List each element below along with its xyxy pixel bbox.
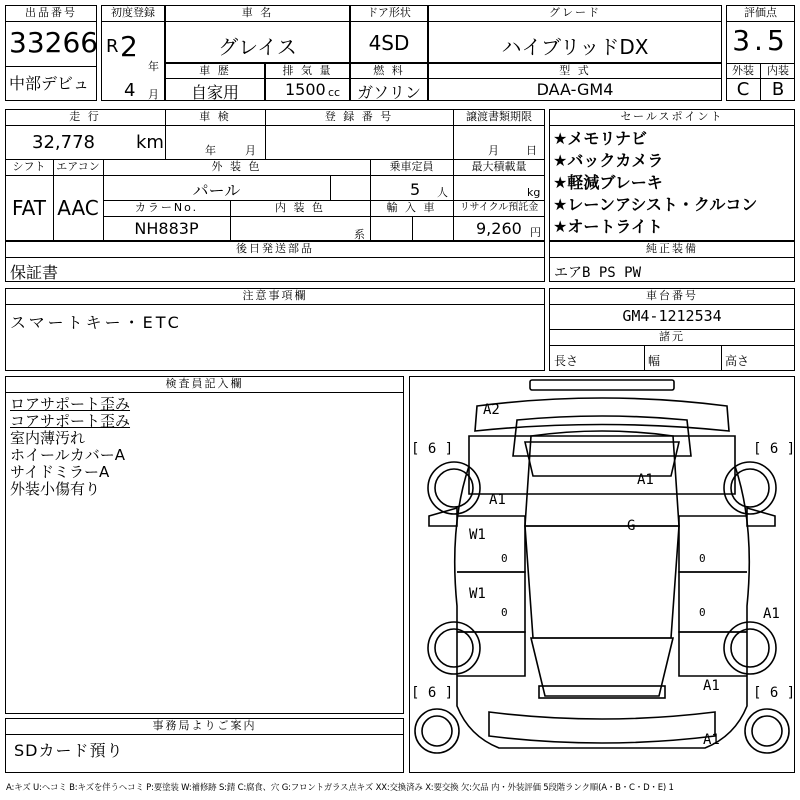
spec-label: 諸元	[659, 330, 685, 343]
score-value: 3.5	[732, 24, 789, 57]
history-value: 自家用	[190, 83, 239, 102]
exterior-label: 外装	[732, 64, 754, 77]
chassis-value: GM4-1212534	[622, 307, 722, 325]
era: R	[106, 36, 119, 57]
aircon-label: エアコン	[56, 160, 100, 173]
width-label: 幅	[648, 354, 661, 368]
max-load-unit: kg	[527, 186, 541, 199]
inspector-item: コアサポート歪み	[10, 412, 131, 430]
recycle-unit: 円	[530, 226, 541, 239]
inspection-label: 車 検	[199, 110, 231, 123]
later-parts-label: 後日発送部品	[236, 242, 314, 255]
tread-rear-left: [ 6 ]	[411, 685, 454, 701]
damage-mark: 0	[699, 552, 706, 565]
inspector-item: ホイールカバーA	[10, 446, 125, 464]
int-color-label: 内 装 色	[275, 201, 325, 214]
damage-mark: 0	[501, 606, 508, 619]
tread-rear-right: [ 6 ]	[753, 685, 795, 701]
capacity-value: 5	[410, 180, 421, 199]
damage-mark: 0	[699, 606, 706, 619]
color-no-value: NH883P	[134, 219, 199, 238]
damage-mark: W1	[469, 527, 486, 543]
damage-mark: A1	[489, 492, 506, 508]
inspector-item: サイドミラーA	[10, 463, 110, 481]
recycle-value: 9,260	[476, 219, 522, 238]
score-label: 評価点	[744, 6, 777, 19]
ext-color-label: 外 装 色	[211, 160, 262, 173]
fuel-value: ガソリン	[356, 83, 421, 102]
mileage-label: 走 行	[69, 110, 101, 123]
interior-label: 内装	[767, 64, 789, 77]
recycle-label: リサイクル預託金	[459, 202, 539, 213]
damage-mark: G	[627, 518, 636, 534]
mileage-value: 32,778	[32, 132, 95, 153]
damage-mark: A1	[703, 732, 720, 748]
tread-front-right: [ 6 ]	[753, 441, 795, 457]
aircon-value: AAC	[57, 196, 99, 220]
sales-point-item: ★軽減ブレーキ	[553, 173, 663, 192]
model-value: DAA-GM4	[536, 80, 614, 99]
displacement-value: 1500	[285, 80, 326, 99]
damage-mark: A1	[637, 472, 654, 488]
inspector-item: 室内薄汚れ	[10, 429, 86, 447]
car-diagram-svg	[409, 376, 795, 773]
displacement-unit: cc	[328, 86, 341, 99]
import-label: 輸 入 車	[386, 201, 437, 214]
inspector-item: 外装小傷有り	[10, 480, 101, 498]
shift-value: FAT	[11, 196, 46, 220]
int-color-unit: 系	[354, 228, 365, 241]
tread-front-left: [ 6 ]	[411, 441, 454, 457]
length-label: 長さ	[554, 354, 579, 368]
car-name-label: 車 名	[241, 6, 274, 19]
debut-label: 中部デビュ	[9, 74, 90, 93]
inspector-list	[10, 396, 130, 498]
damage-mark: 0	[501, 552, 508, 565]
fuel-label: 燃 料	[373, 64, 405, 77]
height-label: 高さ	[725, 354, 750, 368]
sales-point-item: ★バックカメラ	[553, 151, 664, 170]
office-value: SDカード預り	[14, 741, 124, 760]
shift-label: シフト	[12, 160, 46, 173]
interior-value: B	[771, 79, 785, 100]
sales-points-label: セールスポイント	[620, 110, 724, 123]
transfer-month-unit: 月	[488, 144, 499, 157]
history-label: 車 歴	[199, 64, 231, 77]
lot-number: 33266	[9, 26, 99, 59]
inspector-label: 検査員記入欄	[165, 377, 244, 390]
reg-number-label: 登 録 番 号	[324, 110, 394, 123]
office-label: 事務局よりご案内	[152, 719, 257, 732]
inspection-month-unit: 月	[245, 144, 256, 157]
first-reg-label: 初度登録	[111, 6, 155, 19]
grade-label: グレード	[549, 6, 601, 19]
inspection-year-unit: 年	[205, 144, 216, 157]
transfer-label: 譲渡書類期限	[466, 110, 532, 123]
capacity-label: 乗車定員	[389, 160, 434, 173]
genuine-equipment-label: 純正装備	[646, 242, 698, 255]
damage-mark: A1	[763, 606, 780, 622]
sales-point-item: ★メモリナビ	[553, 129, 648, 148]
notes-label: 注意事項欄	[242, 289, 308, 302]
chassis-label: 車台番号	[646, 289, 698, 302]
inspector-item: ロアサポート歪み	[10, 395, 131, 413]
capacity-unit: 人	[437, 186, 448, 199]
later-parts-value: 保証書	[10, 263, 59, 282]
legend-text: A:キズ U:ヘコミ B:キズを伴うヘコミ P:要塗装 W:補修跡 S:錆 C:腐食、穴 G:フロントガラス点キズ XX:交換済み X:要交換 欠:欠品 内・外装評価 5段階ランク順(A・B・C・D・E) 1	[6, 783, 674, 793]
notes-value: スマートキー・ETC	[10, 313, 182, 332]
door-value: 4SD	[368, 31, 410, 55]
exterior-value: C	[736, 79, 750, 100]
displacement-label: 排 気 量	[282, 64, 333, 77]
month-unit: 月	[148, 88, 159, 101]
year-value: 2	[120, 30, 138, 63]
color-no-label: カラーNo.	[134, 201, 199, 214]
damage-mark: A2	[483, 402, 500, 418]
month-value: 4	[124, 80, 136, 101]
damage-mark: W1	[469, 586, 486, 602]
model-label: 型 式	[559, 64, 591, 77]
damage-mark: A1	[703, 678, 720, 694]
sales-points-list	[553, 128, 757, 238]
door-label: ドア形状	[367, 6, 411, 19]
ext-color-value: パール	[192, 181, 241, 200]
grade-value: ハイブリッドDX	[501, 35, 649, 59]
car-name: グレイス	[218, 35, 297, 59]
year-unit: 年	[148, 60, 159, 73]
max-load-label: 最大積載量	[471, 160, 527, 173]
transfer-day-unit: 日	[526, 144, 537, 157]
mileage-unit: km	[136, 132, 164, 153]
sales-point-item: ★レーンアシスト・クルコン	[553, 195, 758, 214]
genuine-equipment-value: エアB PS PW	[554, 265, 642, 281]
sales-point-item: ★オートライト	[553, 217, 663, 236]
lot-label: 出品番号	[25, 6, 77, 19]
